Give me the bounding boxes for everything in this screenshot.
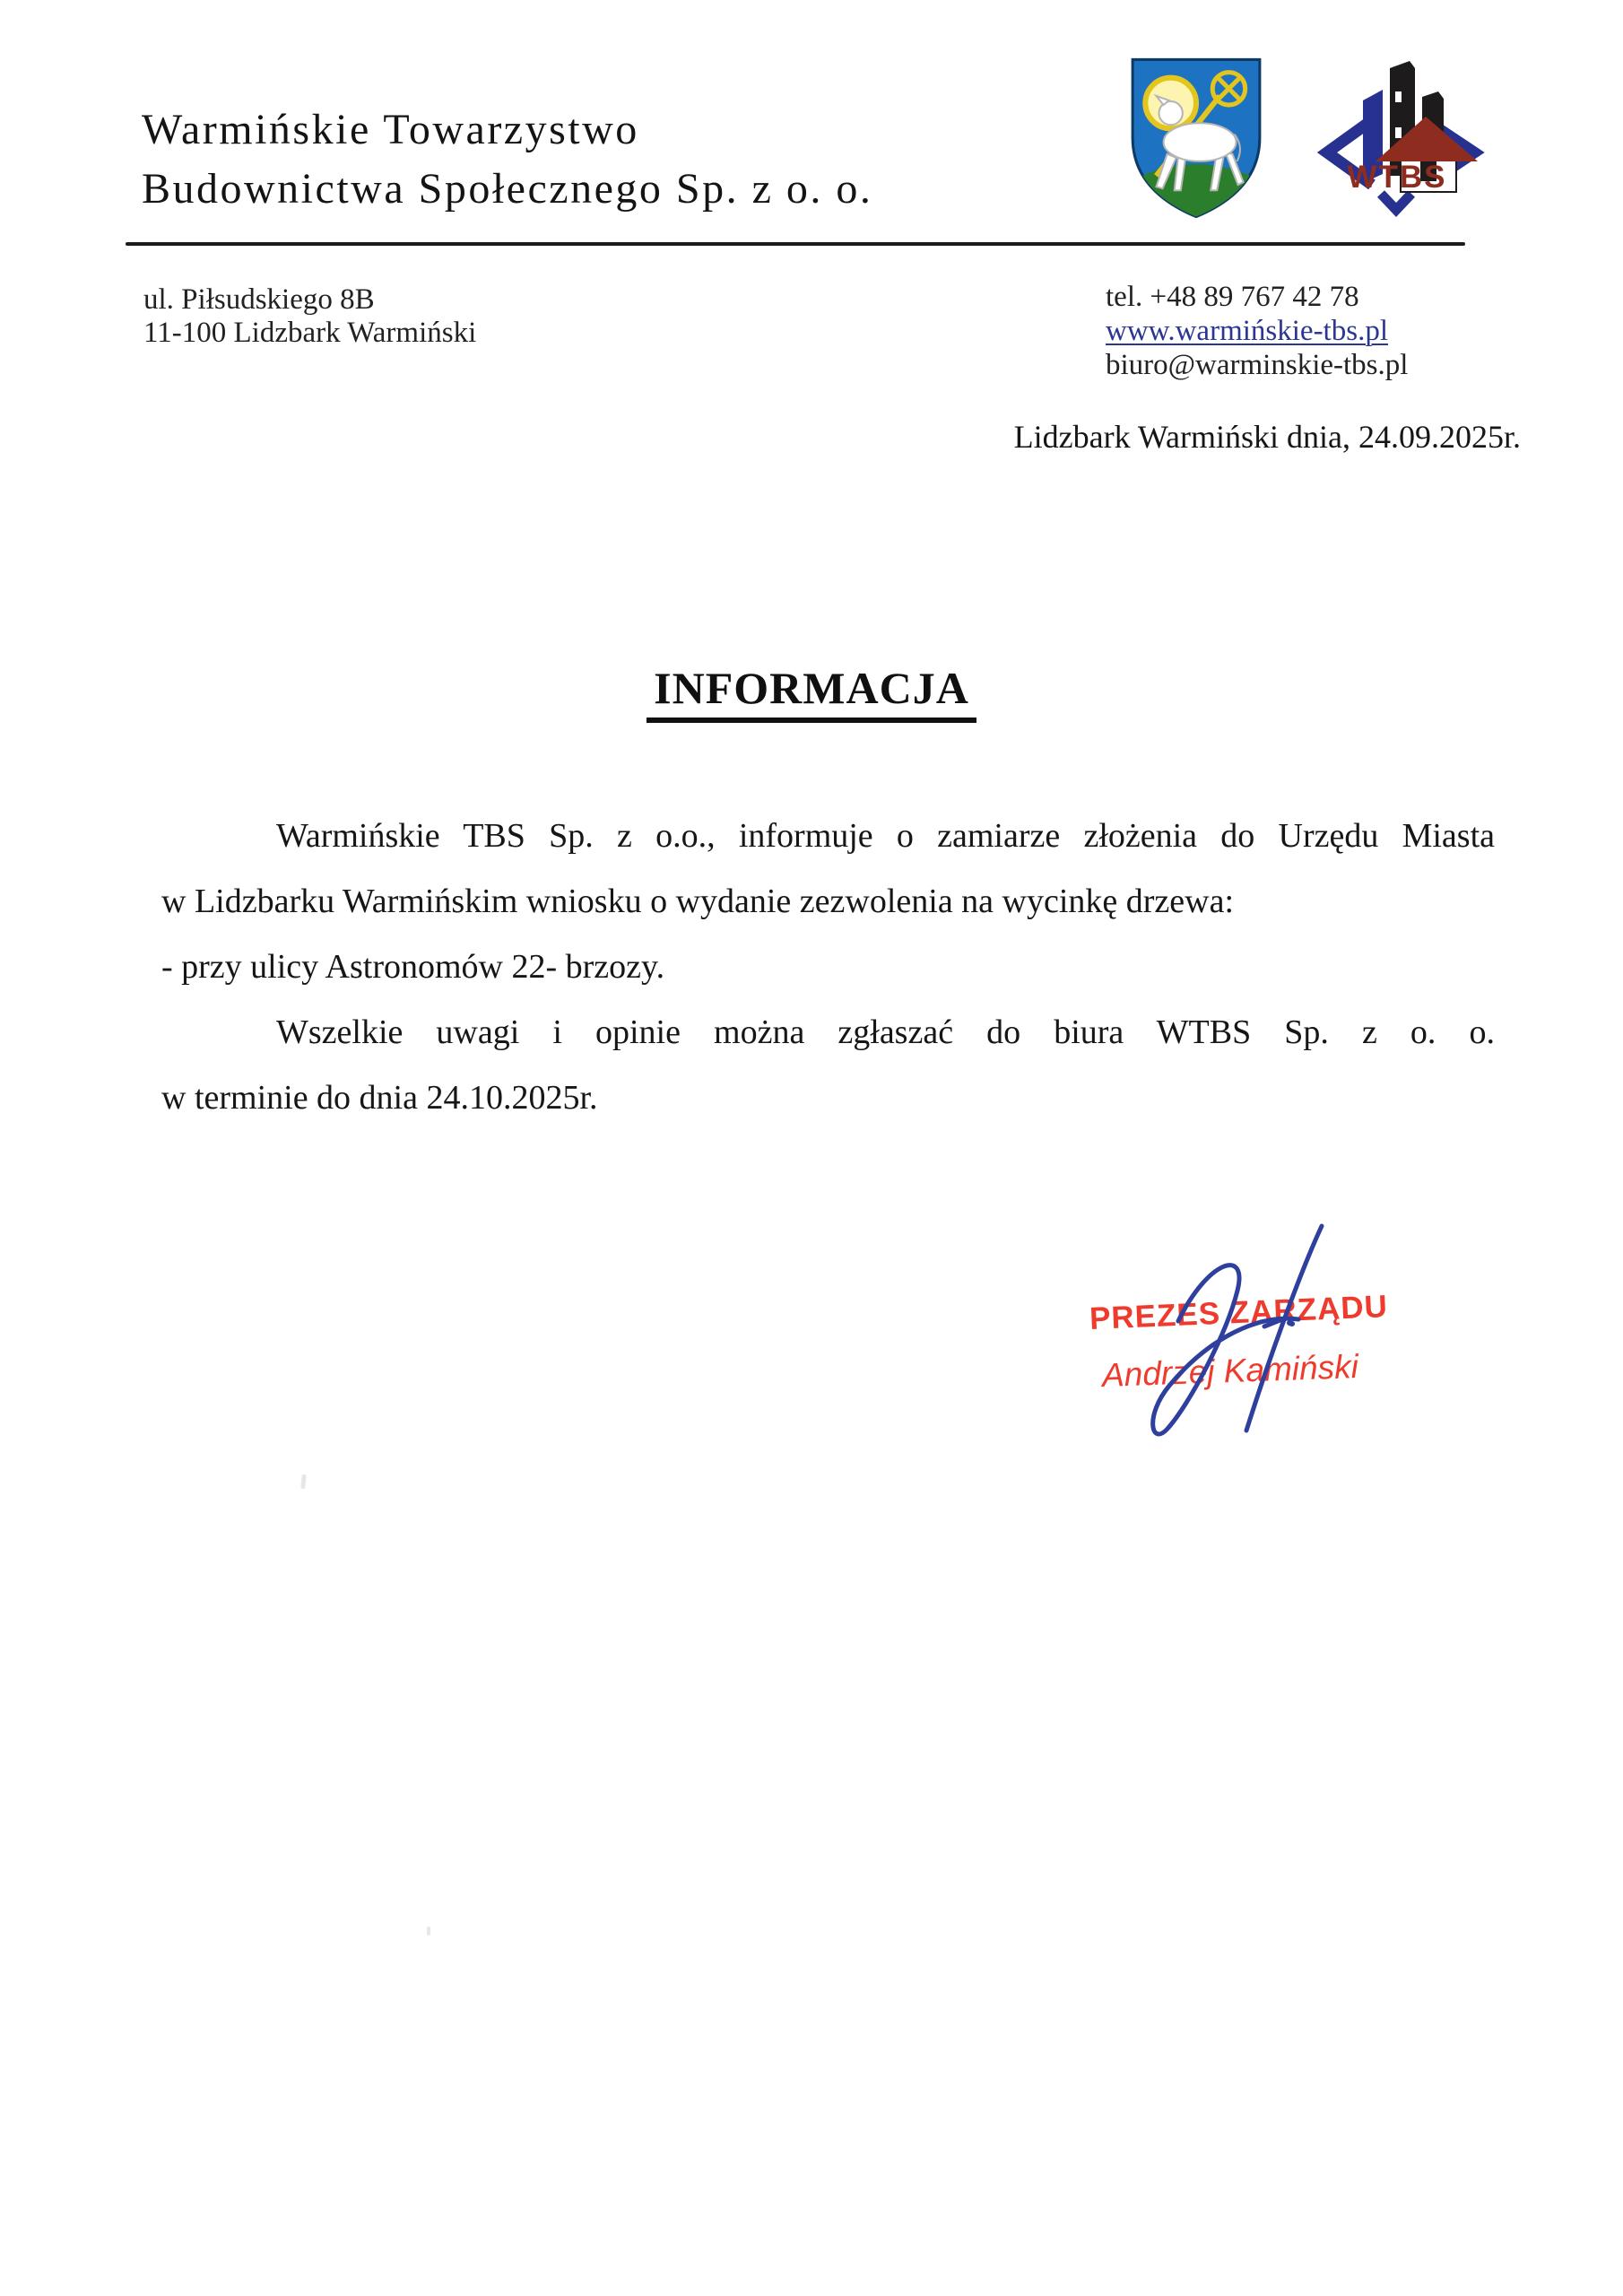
company-name-line2: Budownictwa Społecznego Sp. z o. o.: [142, 165, 873, 213]
contact-phone: tel. +48 89 767 42 78: [1106, 281, 1359, 313]
company-name-line1: Warmińskie Towarzystwo: [142, 106, 639, 153]
company-contact: [1106, 280, 1408, 382]
company-name: [142, 100, 872, 219]
document-body: [161, 804, 1495, 1131]
document-title: INFORMACJA: [647, 662, 976, 723]
address-city: 11-100 Lidzbark Warmiński: [143, 317, 477, 349]
body-paragraph3-line2: w terminie do dnia 24.10.2025r.: [161, 1079, 598, 1117]
body-paragraph1-line1: Warmińskie TBS Sp. z o.o., informuje o zamiarze złożenia do Urzędu Miasta: [276, 817, 1495, 855]
city-coat-of-arms-icon: [1124, 54, 1269, 222]
scan-artifact: [427, 1926, 430, 1935]
wtbs-logo-icon: [1311, 41, 1490, 234]
handwritten-signature: [1123, 1213, 1356, 1442]
stamp-name: Andrzej Kamiński: [1101, 1348, 1359, 1394]
dateline: Lidzbark Warmiński dnia, 24.09.2025r.: [1013, 419, 1521, 455]
stamp-role: PREZES ZARZĄDU: [1089, 1289, 1389, 1336]
body-paragraph1-line2: w Lidzbarku Warmińskim wniosku o wydanie zezwolenia na wycinkę drzewa:: [161, 883, 1235, 920]
body-paragraph2-line1: - przy ulicy Astronomów 22- brzozy.: [161, 948, 665, 986]
wtbs-logo-text: WTBS: [1347, 160, 1447, 195]
address-street: ul. Piłsudskiego 8B: [143, 283, 375, 316]
scan-artifact: [300, 1474, 307, 1489]
website-link[interactable]: www.warmińskie-tbs.pl: [1106, 315, 1388, 347]
body-paragraph3-line1: Wszelkie uwagi i opinie można zgłaszać do biura WTBS Sp. z o. o.: [276, 1013, 1495, 1051]
company-address: [143, 283, 476, 350]
header-divider: [126, 242, 1465, 246]
contact-email: biuro@warminskie-tbs.pl: [1106, 349, 1409, 381]
